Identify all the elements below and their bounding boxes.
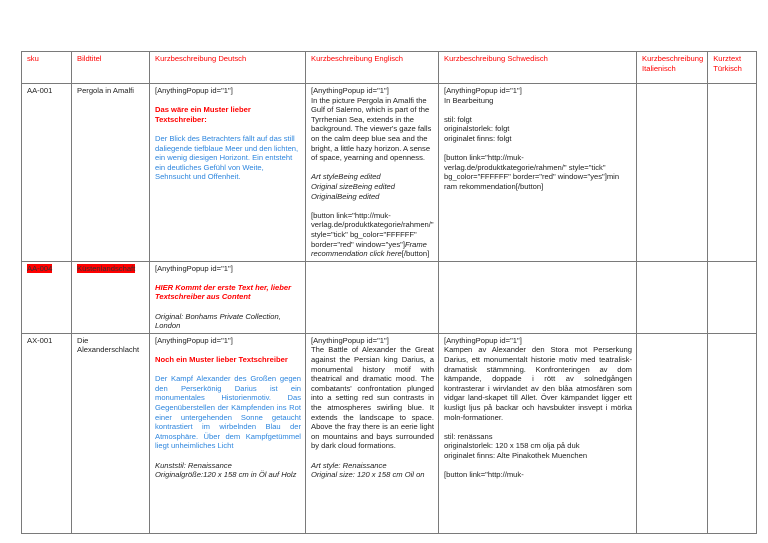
en-meta-original: OriginalBeing edited bbox=[311, 191, 380, 201]
de-heading: Noch ein Muster lieber Textschreiber bbox=[155, 355, 288, 365]
sv-button-shortcode: [button link="http://muk-verlag.de/produktkategorie/rahmen/" style="tick" bg_color="FFFFFF" border="red" window="yes"]min ram rekommendation[/button] bbox=[444, 153, 620, 191]
de-meta-style: Kunststil: Renaissance bbox=[155, 460, 232, 470]
button-code: [button link="http://muk-verlag.de/produktkategorie/rahmen/" style="tick" bg_color="FFFFFF" border="red" window="yes"] bbox=[311, 210, 434, 249]
table-row bbox=[22, 84, 757, 262]
en-meta-size: Original size: 120 x 158 cm Oil on bbox=[311, 470, 425, 480]
sv-meta-size: originalstorlek: 120 x 158 cm olja på duk bbox=[444, 441, 580, 451]
cell-it bbox=[637, 333, 708, 533]
sv-status: In Bearbeitung bbox=[444, 95, 494, 105]
cell-title bbox=[72, 261, 150, 333]
en-body: In the picture Pergola in Amalfi the Gulf of Salerno, which is part of the Tyrrhenian Sea, extends in the background. The viewer's gaze falls on the calm deep blue sea and the bright, a little hazy horizon. A sense of space, yearning and openness. bbox=[311, 95, 432, 163]
en-meta-style: Art styleBeing edited bbox=[311, 172, 381, 182]
cell-sv bbox=[439, 84, 637, 262]
cell-en bbox=[306, 84, 439, 262]
header-bildtitel: Bildtitel bbox=[72, 52, 150, 84]
cell-sv bbox=[439, 333, 637, 533]
table-row bbox=[22, 333, 757, 533]
de-original: Original: Bonhams Private Collection, London bbox=[155, 311, 281, 331]
de-body: Der Kampf Alexander des Großen gegen den Perserkönig Darius ist ein monumentales Historienmotiv. Das Gegenüberstellen der Kämpfenden ins Rot einer untergehenden Sonne getaucht kontrastiert im wirbelnden Blau der Atmosphäre. Über dem Kampfgetümmel liegt unheimliches Licht bbox=[155, 374, 301, 451]
cell-sv bbox=[439, 261, 637, 333]
cell-en bbox=[306, 261, 439, 333]
popup-code: [AnythingPopup id="1"] bbox=[311, 86, 389, 95]
sv-meta-size: originalstorlek: folgt bbox=[444, 124, 510, 134]
header-schwedisch: Kurzbeschreibung Schwedisch bbox=[439, 52, 637, 84]
sv-meta-style: stil: folgt bbox=[444, 114, 472, 124]
en-body: The Battle of Alexander the Great against the Persian king Darius, a monumental history motif with theatrical and dramatic mood. The combatants' confrontation plunged into a setting red sun contrasts in the atmospheres swirling blue. It extends the landscape to space. Above the fray there is an eerie light on mountains and bays surrounded by dark cloud formations. bbox=[311, 345, 434, 451]
header-italienisch: Kurzbeschreibung Italienisch bbox=[637, 52, 708, 84]
button-close: [/button] bbox=[401, 249, 430, 259]
product-description-table bbox=[21, 51, 757, 534]
cell-it bbox=[637, 261, 708, 333]
highlighted-title: Küstenlandschaft bbox=[77, 263, 136, 273]
cell-tr bbox=[708, 84, 757, 262]
popup-code: [AnythingPopup id="1"] bbox=[311, 335, 389, 345]
header-deutsch: Kurzbeschreibung Deutsch bbox=[150, 52, 306, 84]
popup-code: [AnythingPopup id="1"] bbox=[155, 86, 233, 95]
header-row bbox=[22, 52, 757, 84]
de-heading: HIER Kommt der erste Text her, lieber Textschreiber aus Content bbox=[155, 282, 292, 302]
cell-de bbox=[150, 333, 306, 533]
sv-body: Kampen av Alexander den Stora mot Perserkung Darius, ett monumentalt historie motiv med teatralisk-dramatisk stämmning. Konfronteringen av dom kämpande, doppade i rött av solnedgången kontrasterar i wirvlandet av den blåa atmosfären som vidgar land-skapet till Allet. Över kämpandet ligger ett kusligt ljus på backar och havsbukter insvept i mörka moln-formationer. bbox=[444, 345, 632, 422]
de-meta-size: Originalgröße:120 x 158 cm in Öl auf Holz bbox=[155, 470, 297, 480]
sv-button-shortcode: [button link="http://muk- bbox=[444, 470, 524, 480]
highlighted-sku: AA-004 bbox=[27, 263, 53, 273]
cell-sku: AX-001 bbox=[22, 333, 72, 533]
button-label: Frame recommendation click here bbox=[311, 239, 427, 259]
table-row bbox=[22, 261, 757, 333]
sv-meta-original: originalet finns: Alte Pinakothek Muenchen bbox=[444, 450, 588, 460]
de-heading: Das wäre ein Muster lieber Textschreiber: bbox=[155, 105, 251, 124]
cell-tr bbox=[708, 261, 757, 333]
cell-sku bbox=[22, 261, 72, 333]
en-meta-size: Original sizeBeing edited bbox=[311, 181, 396, 191]
header-tuerkisch: Kurztext Türkisch bbox=[708, 52, 757, 84]
popup-code: [AnythingPopup id="1"] bbox=[155, 263, 233, 273]
en-meta-style: Art style: Renaissance bbox=[311, 460, 387, 470]
en-button-shortcode bbox=[311, 211, 434, 259]
cell-de bbox=[150, 261, 306, 333]
cell-en bbox=[306, 333, 439, 533]
cell-it bbox=[637, 84, 708, 262]
cell-sku: AA-001 bbox=[22, 84, 72, 262]
header-englisch: Kurzbeschreibung Englisch bbox=[306, 52, 439, 84]
de-body: Der Blick des Betrachters fällt auf das still daliegende tiefblaue Meer und den lichten, ein wenig diesigen Horizont. Ein entsteht ein deutliches Gefühl von Weite, Sehnsucht und Offenheit. bbox=[155, 133, 299, 182]
popup-code: [AnythingPopup id="1"] bbox=[155, 335, 233, 345]
cell-title: Die Alexanderschlacht bbox=[72, 333, 150, 533]
sv-meta-original: originalet finns: folgt bbox=[444, 133, 512, 143]
popup-code: [AnythingPopup id="1"] bbox=[444, 86, 522, 95]
cell-title: Pergola in Amalfi bbox=[72, 84, 150, 262]
sv-meta-style: stil: renässans bbox=[444, 431, 493, 441]
cell-de bbox=[150, 84, 306, 262]
popup-code: [AnythingPopup id="1"] bbox=[444, 335, 522, 345]
cell-tr bbox=[708, 333, 757, 533]
header-sku: sku bbox=[22, 52, 72, 84]
